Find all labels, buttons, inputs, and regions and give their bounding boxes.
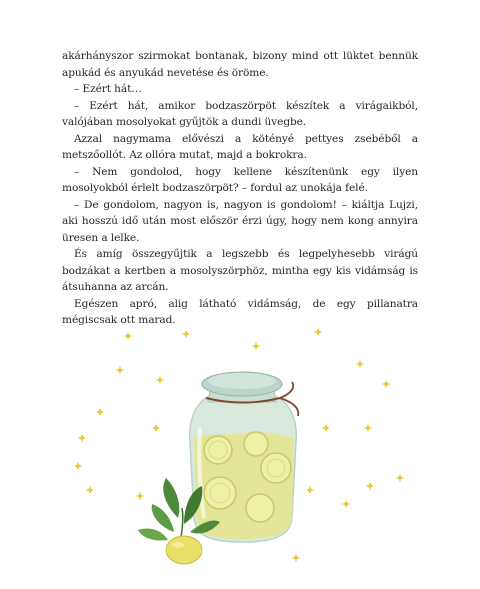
sparkle-icon [116, 366, 124, 374]
paragraph: Egészen apró, alig látható vidámság, de egy pillanatra mégiscsak ott marad. [62, 297, 418, 326]
paragraph: És amíg összegyűjtik a legszebb és legpelyhesebb virágú bodzákat a kertben a mosolyszörphöz, mintha egy kis vidámság is átsuhanna az arcán. [62, 248, 418, 293]
body-text [62, 48, 418, 329]
paragraph: – Ezért hát, amikor bodzaszörpöt készítek a virágaikból, valójában mosolyokat gyűjtök a dundi üvegbe. [62, 99, 418, 128]
sparkle-icon [78, 434, 86, 442]
sparkle-icon [314, 328, 322, 336]
paragraph: akárhányszor szirmokat bontanak, bizony mind ott lüktet bennük apukád és anyukád nevetése és öröme. [62, 50, 418, 79]
sparkle-icon [152, 424, 160, 432]
sparkle-icon [86, 486, 94, 494]
sparkle-icon [136, 492, 144, 500]
sparkle-icon [322, 424, 330, 432]
sparkle-icon [74, 462, 82, 470]
paragraph: – Nem gondolod, hogy kellene készítenünk egy ilyen mosolyokból érlelt bodzaszörpöt? – fordul az unokája felé. [62, 165, 418, 194]
sparkle-icon [96, 408, 104, 416]
sparkle-icon [356, 360, 364, 368]
sparkle-icon [306, 486, 314, 494]
paragraph: – Ezért hát… [74, 83, 142, 95]
sparkle-icon [366, 482, 374, 490]
sparkle-icon [156, 376, 164, 384]
sparkle-icon [124, 332, 132, 340]
paragraph: – De gondolom, nagyon is, nagyon is gondolom! – kiáltja Lujzi, aki hosszú idő után most először érzi úgy, hogy nem kong annyira üresen a lelke. [62, 198, 418, 244]
sparkle-icon [382, 380, 390, 388]
sparkle-icon [396, 474, 404, 482]
sparkle-icon [342, 500, 350, 508]
jar [190, 372, 299, 542]
jar-illustration [60, 318, 420, 578]
sparkle-icon [292, 554, 300, 562]
sparkle-icon [182, 330, 190, 338]
sparkle-icon [252, 342, 260, 350]
sparkle-icon [364, 424, 372, 432]
paragraph: Azzal nagymama elővészi a kötényé pettyes zsebéből a metszőollót. Az ollóra mutat, majd a bokrokra. [62, 132, 418, 161]
